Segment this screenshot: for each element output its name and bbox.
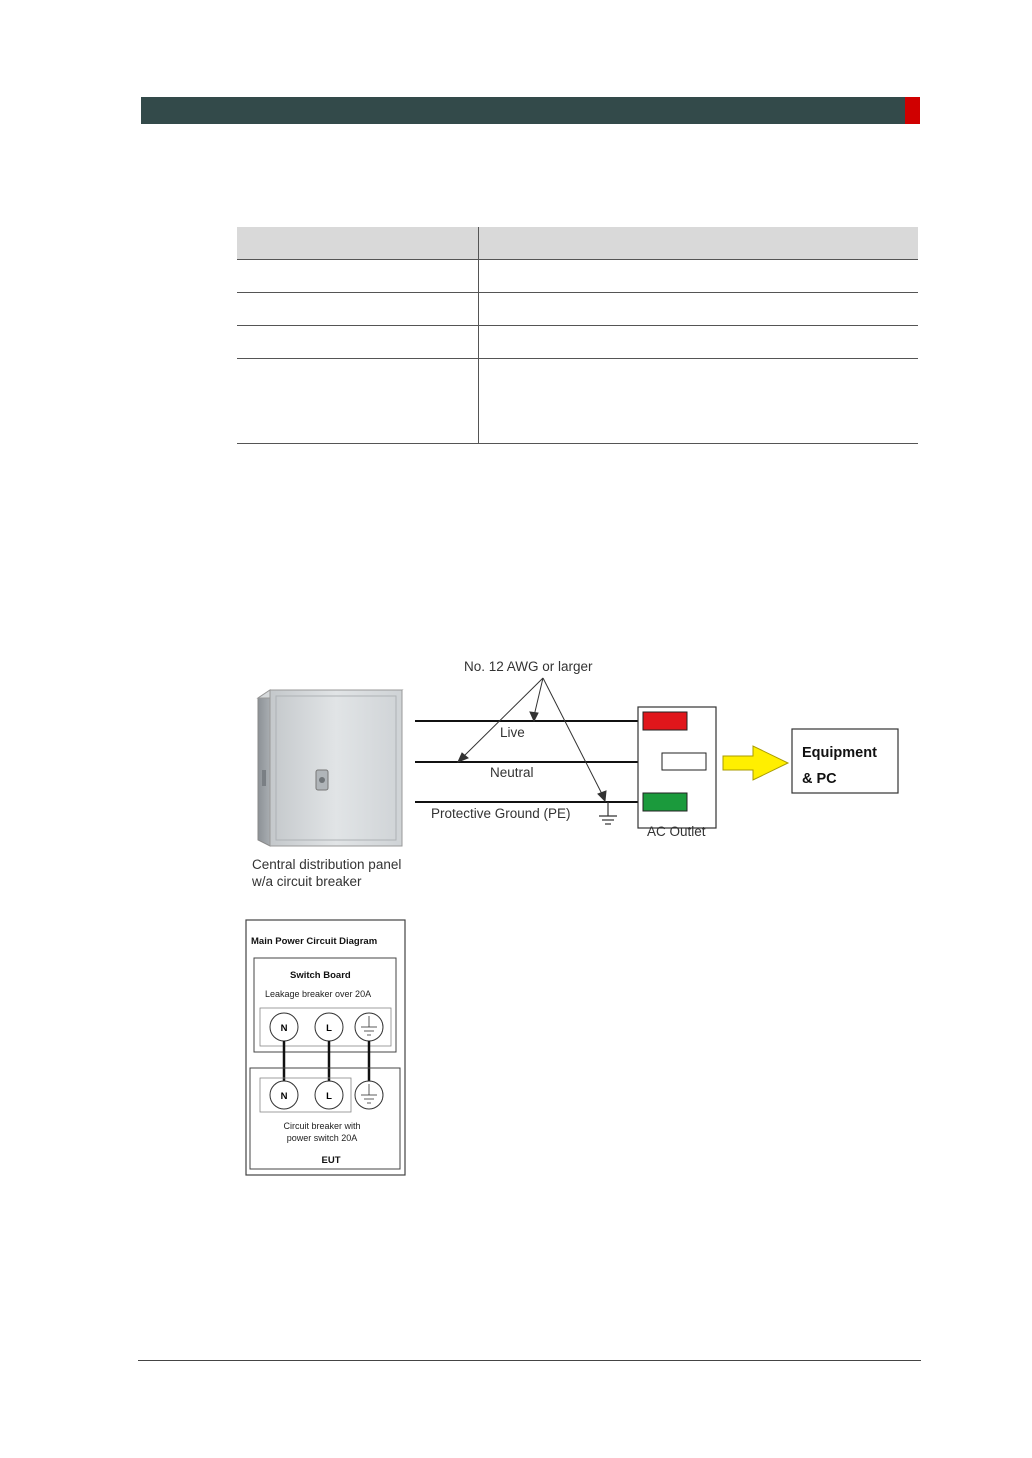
terminal-n-top-label: N xyxy=(280,1023,288,1034)
live-label: Live xyxy=(500,725,525,740)
power-flow-arrow-icon xyxy=(723,746,788,780)
diagram-title: Main Power Circuit Diagram xyxy=(251,936,378,947)
equipment-label-line1: Equipment xyxy=(802,745,877,761)
terminal-l-top-label: L xyxy=(326,1023,332,1034)
table-header-cell xyxy=(237,227,479,260)
table-cell xyxy=(479,326,919,359)
switch-board-note: Leakage breaker over 20A xyxy=(265,989,372,999)
table-cell xyxy=(479,359,919,444)
ground-symbol-icon xyxy=(599,802,617,824)
spec-table xyxy=(237,227,918,444)
table-row xyxy=(237,359,918,444)
section-header-bar xyxy=(141,97,905,124)
wire-gauge-label: No. 12 AWG or larger xyxy=(464,659,593,674)
table-cell xyxy=(479,260,919,293)
equipment-label-line2: & PC xyxy=(802,771,837,787)
panel-label-line1: Central distribution panel xyxy=(252,857,402,872)
neutral-label: Neutral xyxy=(490,765,534,780)
ac-outlet-label: AC Outlet xyxy=(647,824,706,839)
switch-board-title: Switch Board xyxy=(290,970,351,981)
panel-label-line2: w/a circuit breaker xyxy=(252,874,362,889)
table-row xyxy=(237,293,918,326)
table-cell xyxy=(237,359,479,444)
table-row xyxy=(237,260,918,293)
eut-note-line1: Circuit breaker with xyxy=(283,1121,361,1131)
neutral-terminal xyxy=(662,753,706,770)
table-header-cell xyxy=(479,227,919,260)
header-accent-tab xyxy=(905,97,920,124)
eut-note-line2: power switch 20A xyxy=(286,1133,358,1143)
main-power-circuit-diagram xyxy=(244,918,408,1178)
ground-terminal xyxy=(643,793,687,811)
terminal-l-bottom-label: L xyxy=(326,1091,332,1102)
wiring-diagram xyxy=(240,650,905,895)
table-cell xyxy=(237,260,479,293)
footer-rule xyxy=(138,1360,921,1361)
terminal-n-bottom-label: N xyxy=(280,1091,288,1102)
table-cell xyxy=(237,293,479,326)
live-terminal xyxy=(643,712,687,730)
distribution-panel-illustration xyxy=(258,690,402,846)
table-cell xyxy=(479,293,919,326)
table-row xyxy=(237,326,918,359)
table-cell xyxy=(237,326,479,359)
ground-label: Protective Ground (PE) xyxy=(431,806,571,821)
callout-arrows xyxy=(458,678,606,801)
table-header-row xyxy=(237,227,918,260)
eut-label: EUT xyxy=(321,1155,341,1166)
